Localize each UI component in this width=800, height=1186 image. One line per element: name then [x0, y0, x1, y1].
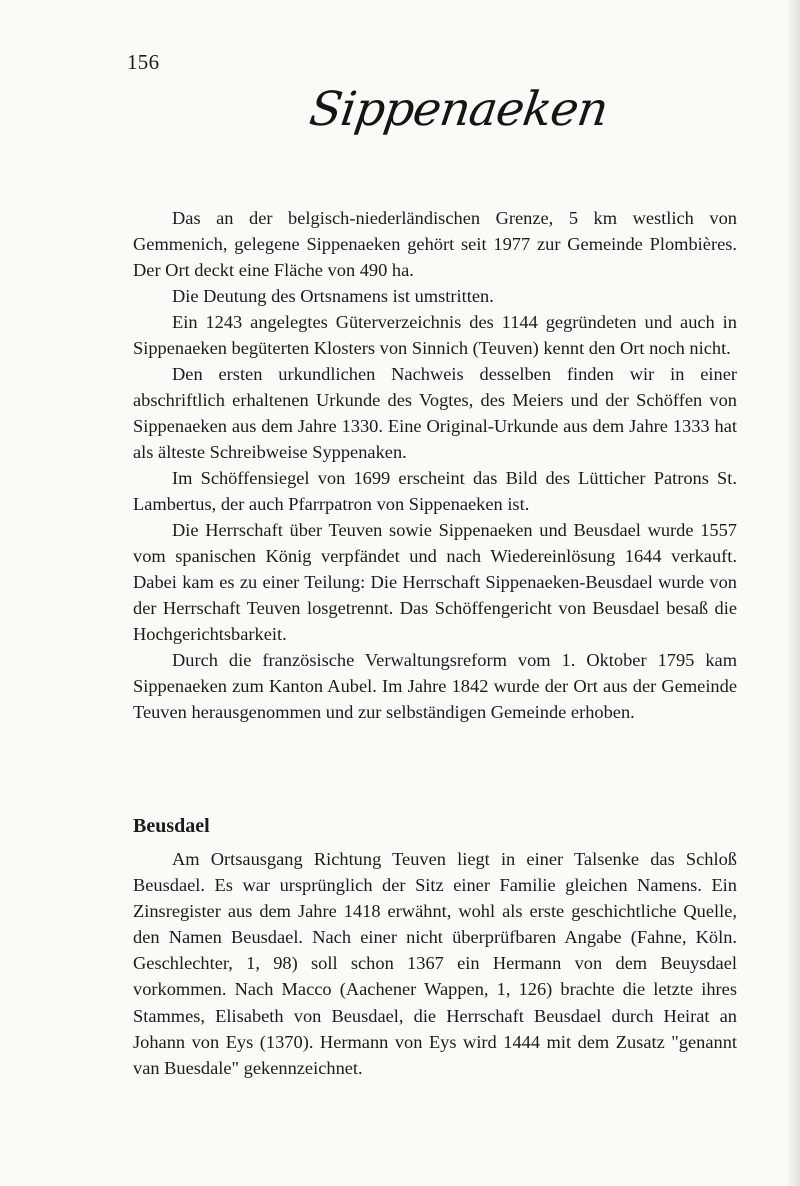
section-heading: Beusdael [133, 815, 210, 837]
paragraph: Das an der belgisch-niederländischen Grenze, 5 km westlich von Gemmenich, gelegene Sippenaeken gehört seit 1977 zur Gemeinde Plombières. Der Ort deckt eine Fläche von 490 ha. [133, 208, 737, 280]
page-edge-shadow [786, 0, 800, 1186]
paragraph: Im Schöffensiegel von 1699 erscheint das Bild des Lütticher Patrons St. Lambertus, der auch Pfarrpatron von Sippenaeken ist. [133, 468, 737, 514]
page-number: 156 [127, 50, 160, 74]
main-text [133, 205, 737, 725]
paragraph: Die Herrschaft über Teuven sowie Sippenaeken und Beusdael wurde 1557 vom spanischen König verpfändet und nach Wiedereinlösung 1644 verkauft. Dabei kam es zu einer Teilung: Die Herrschaft Sippenaeken-Beusdael wurde von der Herrschaft Teuven losgetrennt. Das Schöffengericht von Beusdael besaß die Hochgerichtsbarkeit. [133, 520, 737, 644]
paragraph: Am Ortsausgang Richtung Teuven liegt in einer Talsenke das Schloß Beusdael. Es war ursprünglich der Sitz einer Familie gleichen Namens. Ein Zinsregister aus dem Jahre 1418 erwähnt, wohl als erste geschichtliche Quelle, den Namen Beusdael. Nach einer nicht überprüfbaren Angabe (Fahne, Köln. Geschlechter, 1, 98) soll schon 1367 ein Hermann von dem Beuysdael vorkommen. Nach Macco (Aachener Wappen, 1, 126) brachte die letzte ihres Stammes, Elisabeth von Beusdael, die Herrschaft Beusdael durch Heirat an Johann von Eys (1370). Hermann von Eys wird 1444 mit dem Zusatz "genannt van Buesdale" gekennzeichnet. [133, 849, 737, 1078]
paragraph: Durch die französische Verwaltungsreform vom 1. Oktober 1795 kam Sippenaeken zum Kanton Aubel. Im Jahre 1842 wurde der Ort aus der Gemeinde Teuven herausgenommen und zur selbständigen Gemeinde erhoben. [133, 650, 737, 722]
paragraph: Ein 1243 angelegtes Güterverzeichnis des 1144 gegründeten und auch in Sippenaeken begüterten Klosters von Sinnich (Teuven) kennt den Ort noch nicht. [133, 312, 737, 358]
paragraph: Den ersten urkundlichen Nachweis desselben finden wir in einer abschriftlich erhaltenen Urkunde des Vogtes, des Meiers und der Schöffen von Sippenaeken aus dem Jahre 1330. Eine Original-Urkunde aus dem Jahre 1333 hat als älteste Schreibweise Syppenaken. [133, 364, 737, 462]
section-text [133, 846, 737, 1081]
paragraph: Die Deutung des Ortsnamens ist umstritten. [172, 286, 494, 306]
chapter-title: Sippenaeken [306, 82, 611, 137]
